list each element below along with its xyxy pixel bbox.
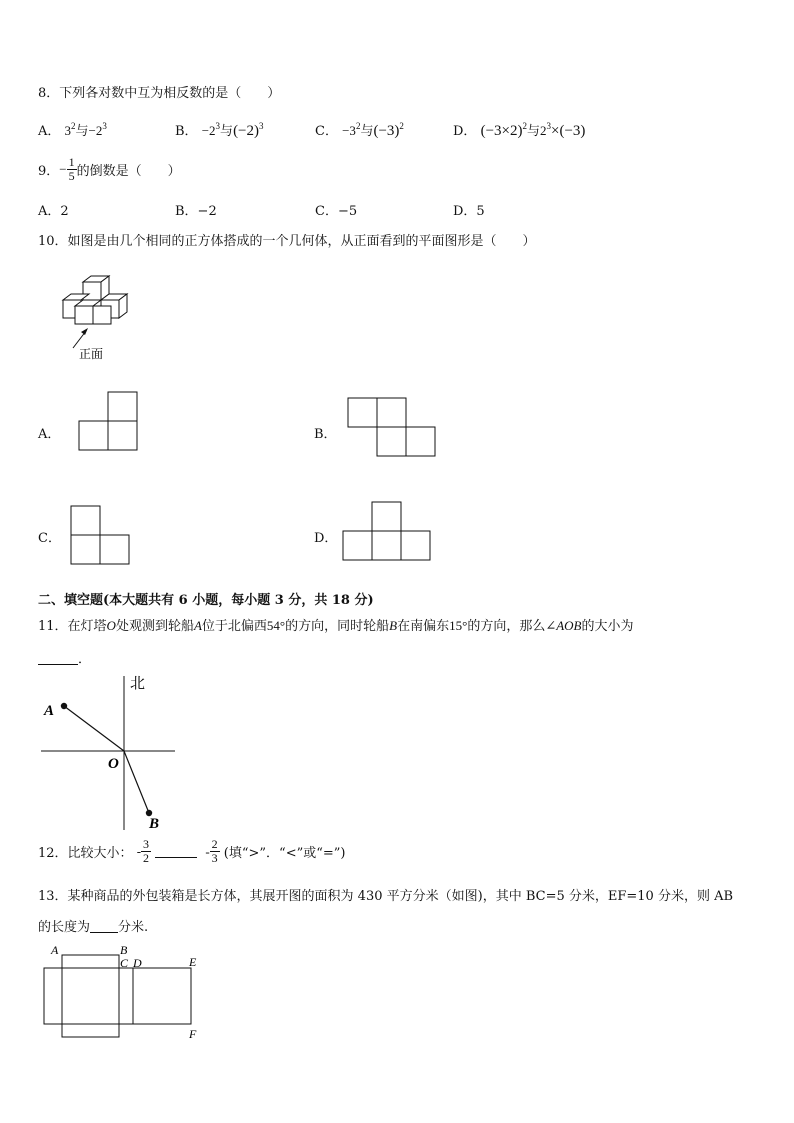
point-o-label: O [108, 756, 119, 772]
net-label-c: C [120, 956, 129, 970]
q9-option-c: C．−5 [315, 204, 358, 219]
q9-fraction: $\frac{1}{5}$ [68, 155, 75, 183]
net-label-d: D [133, 956, 142, 970]
q10-option-d-figure [342, 501, 434, 563]
q12-right-fraction: $\frac{2}{3}$ [211, 837, 218, 865]
section-2-title: 二、填空题(本大题共有 6 小题，每小题 3 分，共 18 分) [38, 593, 374, 608]
q13-stem-line1: 13．某种商品的外包装箱是长方体，其展开图的面积为 430 平方分米（如图)，其中 BC=5 分米，EF=10 分米，则 AB [38, 889, 734, 904]
q8-option-d: D． $(-3\times 2)^2$与$2^3\times(-3)$ [453, 121, 586, 139]
q13-box-net-figure [38, 940, 208, 1045]
q8-stem: 8．下列各对数中互为相反数的是（ ） [38, 86, 281, 101]
q12-left-fraction: $\frac{3}{2}$ [143, 837, 150, 865]
q10-option-c-figure [70, 505, 132, 567]
q11-compass-figure [38, 670, 178, 835]
q8-option-a: A． $3^2$与$-2^3$ [38, 121, 107, 139]
q12-stem: 12．比较大小： - $\frac{3}{2}$ - $\frac{2}{3}$ (填“>”．“<”或“=”) [38, 837, 346, 865]
net-label-f: F [189, 1027, 197, 1041]
net-label-a: A [51, 943, 59, 957]
q10-cube-figure [55, 270, 135, 365]
q10-option-c-label: C． [38, 531, 61, 546]
net-label-e: E [189, 955, 197, 969]
q10-option-d-label: D． [314, 531, 338, 546]
q10-stem: 10．如图是由几个相同的正方体搭成的一个几何体，从正面看到的平面图形是（ ） [38, 234, 536, 249]
point-a-label: A [44, 703, 55, 719]
q9-option-d: D．5 [453, 204, 485, 219]
front-label: 正面 [79, 347, 104, 361]
net-label-b: B [120, 943, 128, 957]
point-b-label: B [149, 816, 160, 832]
q10-option-b-figure [347, 397, 439, 459]
q11-answer-line: ． [38, 648, 91, 667]
q12-answer-blank[interactable] [155, 845, 197, 858]
q10-option-a-figure [78, 391, 140, 453]
q8-option-c: C． $-3^2$与$(-3)^2$ [315, 121, 404, 139]
q8-option-b: B． $-2^3$与$(-2)^3$ [175, 121, 264, 139]
q9-option-b: B．−2 [175, 204, 217, 219]
q11-answer-blank[interactable] [38, 652, 78, 665]
north-label: 北 [130, 676, 146, 692]
q10-option-b-label: B． [314, 427, 337, 442]
q9-stem: 9．− $\frac{1}{5}$ 的倒数是（ ） [38, 155, 181, 183]
q13-stem-line2: 的长度为 分米. [38, 920, 149, 935]
q11-stem: 11．在灯塔O处观测到轮船A位于北偏西54°的方向，同时轮船B在南偏东15°的方向，那么∠AOB的大小为 [38, 618, 634, 634]
q13-answer-blank[interactable] [90, 920, 118, 933]
q10-option-a-label: A． [38, 427, 61, 442]
q9-option-a: A．2 [38, 204, 69, 219]
